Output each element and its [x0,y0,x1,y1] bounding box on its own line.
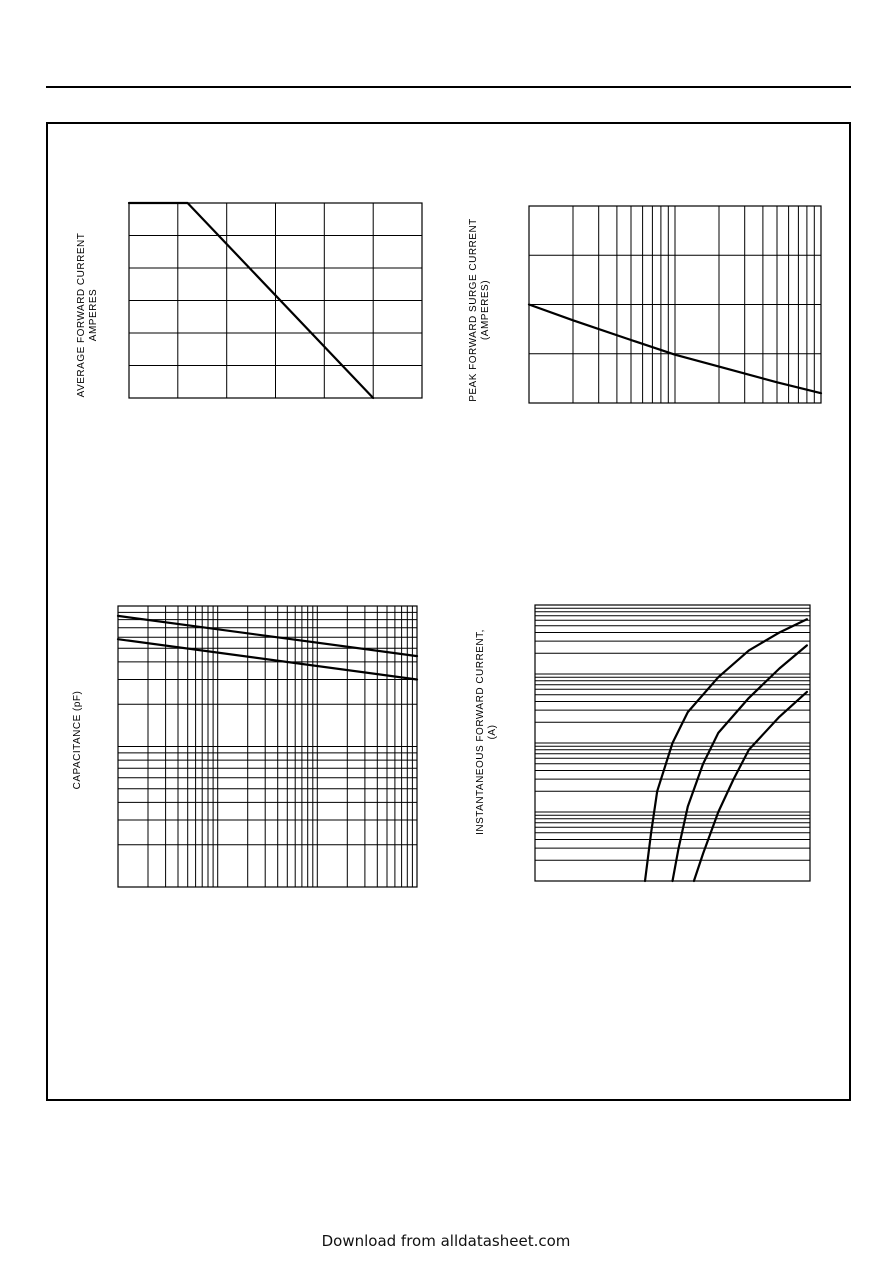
footer-text: Download from alldatasheet.com [321,1232,571,1250]
chart3-series-line-2 [118,639,417,679]
chart3-ylabel [72,660,84,820]
average-forward-current-chart [129,203,422,398]
peak-forward-surge-current-chart [529,206,821,403]
chart3-ylabel-line1: CAPACITANCE (pF) [72,690,83,790]
chart1-ylabel-line1: AVERAGE FORWARD CURRENT [76,232,87,398]
chart3-series-line-1 [118,616,417,656]
capacitance-chart [118,606,417,887]
chart2-ylabel-line1: PEAK FORWARD SURGE CURRENT [468,218,479,402]
chart2-ylabel [468,200,492,420]
chart2-ylabel-line2: (AMPERES) [480,279,491,341]
chart1-ylabel-line2: AMPERES [88,288,99,342]
top-rule [46,86,851,88]
chart4-ylabel-line2: (A) [487,724,498,740]
chart4-ylabel [475,612,499,852]
chart1-ylabel [76,215,100,415]
instantaneous-forward-current-chart [535,605,810,881]
chart4-series-line-3 [694,692,807,881]
chart4-ylabel-line1: INSTANTANEOUS FORWARD CURRENT, [475,629,486,835]
